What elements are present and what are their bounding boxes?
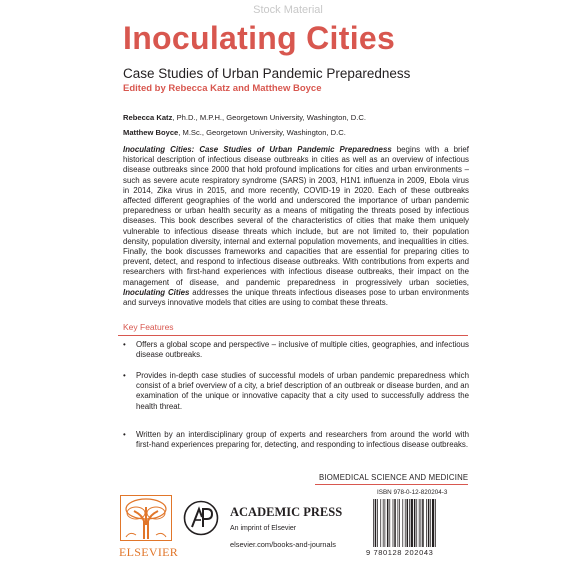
- barcode-digits: 9 780128 202043: [366, 548, 434, 557]
- publisher-url: elsevier.com/books-and-journals: [230, 540, 336, 549]
- book-subtitle: Case Studies of Urban Pandemic Preparedness: [123, 66, 411, 81]
- description-lead-title: Inoculating Cities: Case Studies of Urban Pandemic Preparedness: [123, 145, 392, 154]
- key-feature-item: [123, 430, 469, 450]
- bullet-icon: •: [123, 371, 126, 380]
- stock-material-caption: Stock Material: [253, 4, 323, 16]
- subject-divider: [315, 484, 468, 485]
- section-divider: [118, 335, 468, 336]
- bullet-icon: •: [123, 340, 126, 349]
- author-entry: [123, 113, 366, 122]
- book-description: [123, 145, 469, 308]
- imprint-line: An imprint of Elsevier: [230, 525, 297, 532]
- author-name: Matthew Boyce: [123, 128, 179, 137]
- author-credentials: , Ph.D., M.P.H., Georgetown University, Washington, D.C.: [172, 113, 366, 122]
- key-feature-text: Written by an interdisciplinary group of experts and researchers from around the world with first-hand experiences preparing for, detecting, and responding to infectious disease outbreaks.: [136, 430, 469, 450]
- author-name: Rebecca Katz: [123, 113, 173, 122]
- publisher-name: ACADEMIC PRESS: [230, 505, 343, 519]
- description-text-2: addresses the unique threats infectious diseases pose to urban environments and surveys innovative models that cities are using to combat these threats.: [123, 287, 469, 308]
- description-inline-title: Inoculating Cities: [123, 287, 190, 297]
- academic-press-logo-icon: [183, 500, 219, 536]
- subject-area-label: BIOMEDICAL SCIENCE AND MEDICINE: [319, 473, 469, 482]
- key-feature-text: Offers a global scope and perspective – inclusive of multiple cities, geographies, and infectious disease outbreaks.: [136, 340, 469, 360]
- key-feature-item: [123, 371, 469, 412]
- book-title: Inoculating Cities: [123, 20, 396, 56]
- isbn-label: ISBN 978-0-12-820204-3: [377, 489, 448, 496]
- key-feature-item: [123, 340, 469, 360]
- elsevier-wordmark: ELSEVIER: [119, 545, 179, 559]
- description-text-1: begins with a brief historical description of infectious disease outbreaks in cities as well as an overview of infectious disease outbreaks since 2000 that hold profound implications for cities and urban environments – such as severe acute respiratory syndrome (SARS) in 2003, H1N1 influenza in 2009, Ebola virus in 2014, Zika virus in 2015, and more recently, COVID-19 in 2020. Each of these outbreaks affected different geographies of the world and underscored the importance of urban pandemic preparedness or urban health security as a means of mitigating the threats posed by infectious diseases. This book describes several of the characteristics of cities that make them uniquely vulnerable to infectious disease threats which include, but are not limited to, their population density, population diversity, internal and external population movements, and inequalities in cities. Finally, the book discusses frameworks and capacities that are essential for preparing cities to prevent, detect, and respond to infectious disease outbreaks. With contributions from experts and researchers with first-hand experiences with infectious disease outbreaks, their impact on the management of disease, and pandemic preparedness in progressively urban societies,: [123, 145, 469, 287]
- author-credentials: , M.Sc., Georgetown University, Washington, D.C.: [178, 128, 346, 137]
- elsevier-tree-icon: [120, 495, 172, 541]
- bullet-icon: •: [123, 430, 126, 439]
- barcode-icon: [372, 499, 468, 547]
- book-editors: Edited by Rebecca Katz and Matthew Boyce: [123, 83, 322, 94]
- key-feature-text: Provides in-depth case studies of successful models of urban pandemic preparedness which consist of a brief overview of a city, a brief description of an outbreak or disease burden, and an examination of the unique or innovative capacity that a city used to successfully address the health threat.: [136, 371, 469, 411]
- key-features-heading: Key Features: [123, 322, 174, 332]
- author-entry: [123, 128, 346, 137]
